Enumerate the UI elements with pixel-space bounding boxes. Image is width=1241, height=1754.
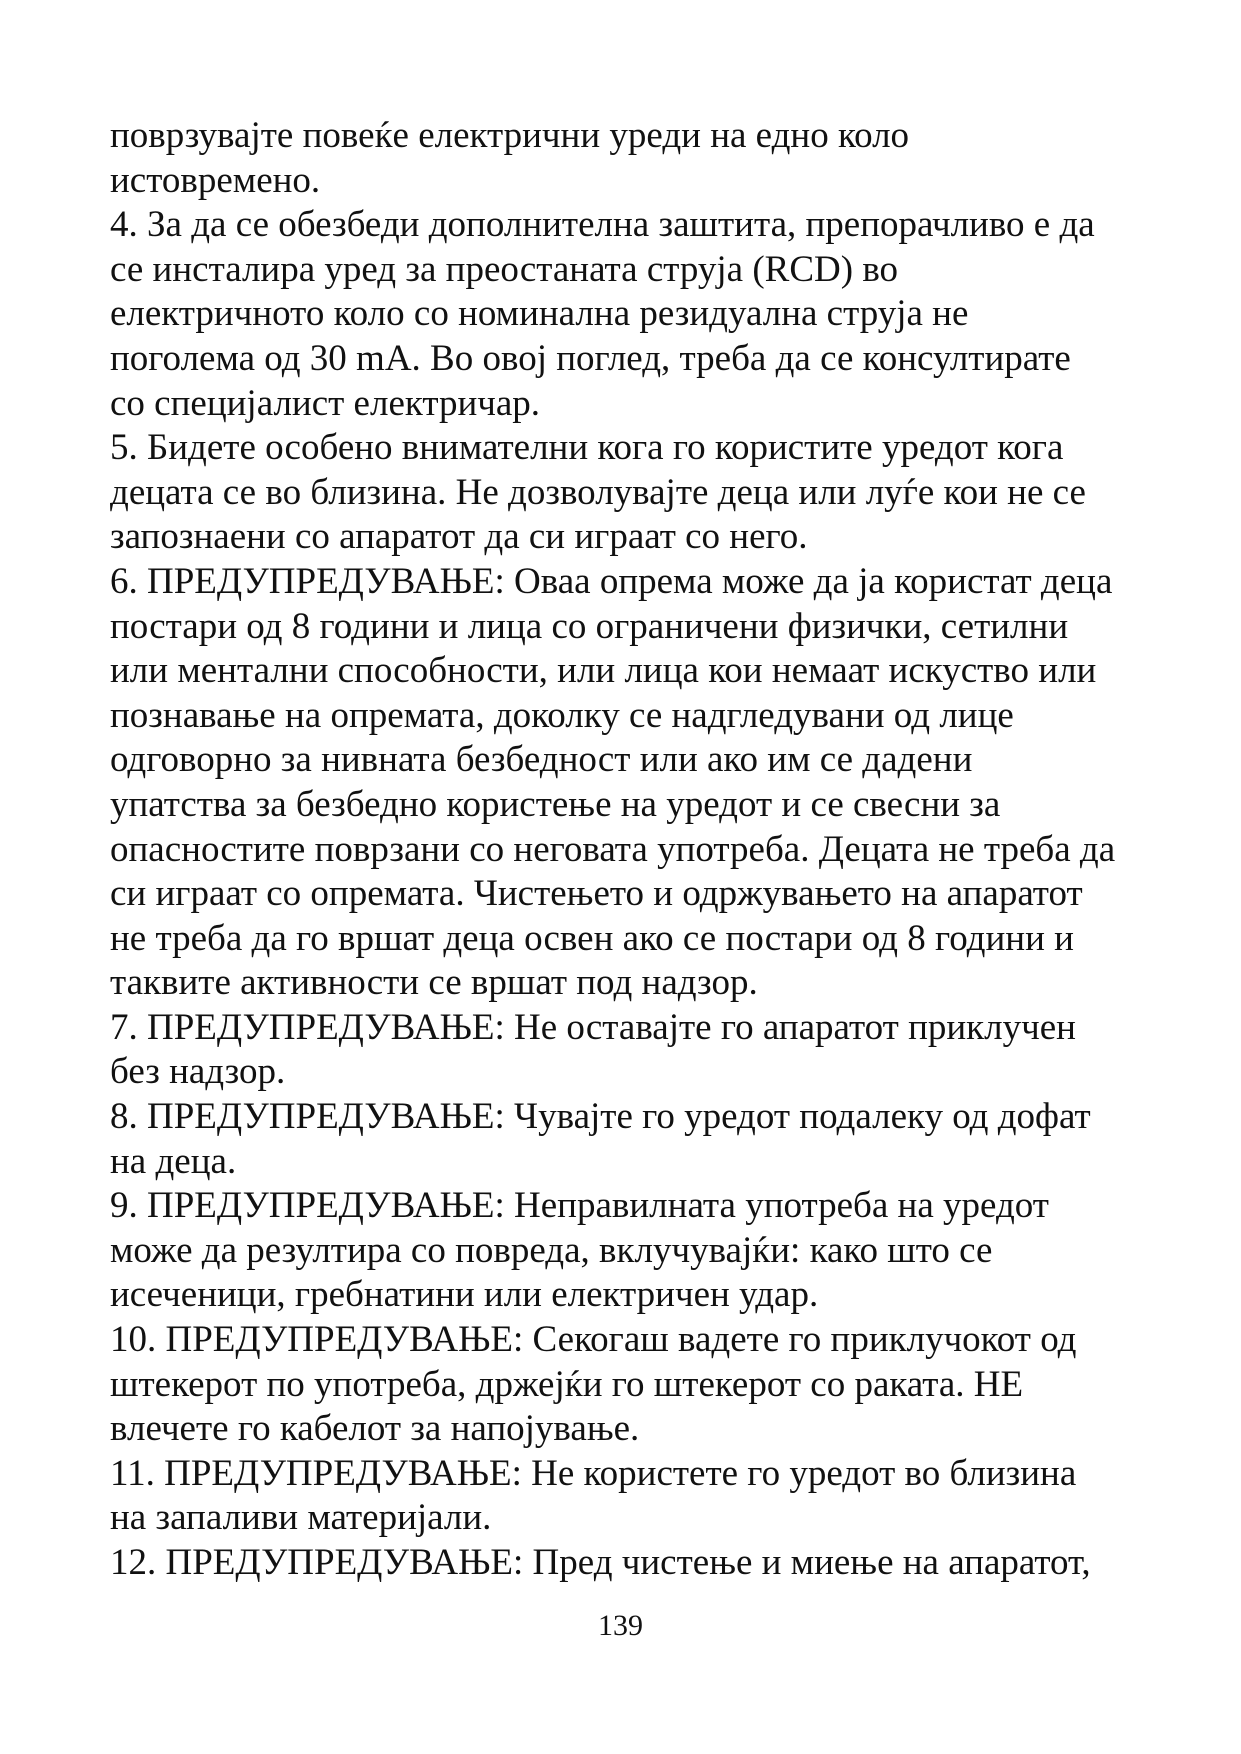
page-number: 139 [598, 1609, 643, 1642]
text-line: таквите активности се вршат под надзор. [110, 962, 758, 1004]
text-line: штекерот по употреба, држејќи го штекерот со раката. НЕ [110, 1363, 1024, 1405]
text-line: децата се во близина. Не дозволувајте деца или луѓе кои не се [110, 471, 1086, 513]
list-item-12: 12. ПРЕДУПРЕДУВАЊЕ: Пред чистење и миење на апаратот, [110, 1542, 1091, 1583]
text-line: може да резултира со повреда, вклучувајќи: како што се [110, 1229, 993, 1271]
list-item-9: 9. ПРЕДУПРЕДУВАЊЕ: Неправилната употреба на уредот [110, 1185, 1049, 1227]
text-line: со специјалист електричар. [110, 382, 541, 424]
text-line: опасностите поврзани со неговата употреба. Децата не треба да [110, 828, 1116, 870]
text-line: на запаливи материјали. [110, 1497, 492, 1539]
list-item-11: 11. ПРЕДУПРЕДУВАЊЕ: Не користете го уредот во близина [110, 1452, 1077, 1494]
list-item-5: 5. Бидете особено внимателни кога го користите уредот кога [110, 427, 1064, 469]
list-item-4: 4. За да се обезбеди дополнителна заштита, препорачливо е да [110, 204, 1095, 246]
text-line: или ментални способности, или лица кои немаат искуство или [110, 650, 1097, 692]
list-item-6: 6. ПРЕДУПРЕДУВАЊЕ: Оваа опрема може да ја користат деца [110, 560, 1113, 602]
text-line: влечете го кабелот за напојување. [110, 1408, 640, 1450]
text-line: исеченици, гребнатини или електричен удар. [110, 1274, 819, 1316]
text-line: поголема од 30 mA. Во овој поглед, треба да се консултирате [110, 337, 1071, 379]
text-line: постари од 8 години и лица со ограничени физички, сетилни [110, 605, 1069, 647]
list-item-7: 7. ПРЕДУПРЕДУВАЊЕ: Не оставајте го апаратот приклучен [110, 1006, 1076, 1048]
text-line: познавање на опремата, доколку се надгледувани од лице [110, 694, 1014, 736]
text-line: без надзор. [110, 1051, 286, 1093]
text-line: си играат со опремата. Чистењето и одржувањето на апаратот [110, 873, 1083, 915]
text-line: упатства за безбедно користење на уредот и се свесни за [110, 783, 1001, 825]
text-line: се инсталира уред за преостаната струја (RCD) во [110, 248, 899, 290]
text-line: истовремено. [110, 159, 321, 201]
page-body [110, 114, 1190, 1586]
text-line: не треба да го вршат деца освен ако се постари од 8 години и [110, 917, 1074, 959]
text-line: одговорно за нивната безбедност или ако им се дадени [110, 739, 973, 781]
list-item-10: 10. ПРЕДУПРЕДУВАЊЕ: Секогаш вадете го приклучокот од [110, 1319, 1077, 1361]
text-line: запознаени со апаратот да си играат со него. [110, 516, 808, 558]
text-line: електричното коло со номинална резидуална струја не [110, 293, 969, 335]
list-item-8: 8. ПРЕДУПРЕДУВАЊЕ: Чувајте го уредот подалеку од дофат [110, 1096, 1091, 1138]
text-line: на деца. [110, 1140, 237, 1182]
text-line: поврзувајте повеќе електрични уреди на едно коло [110, 115, 910, 156]
